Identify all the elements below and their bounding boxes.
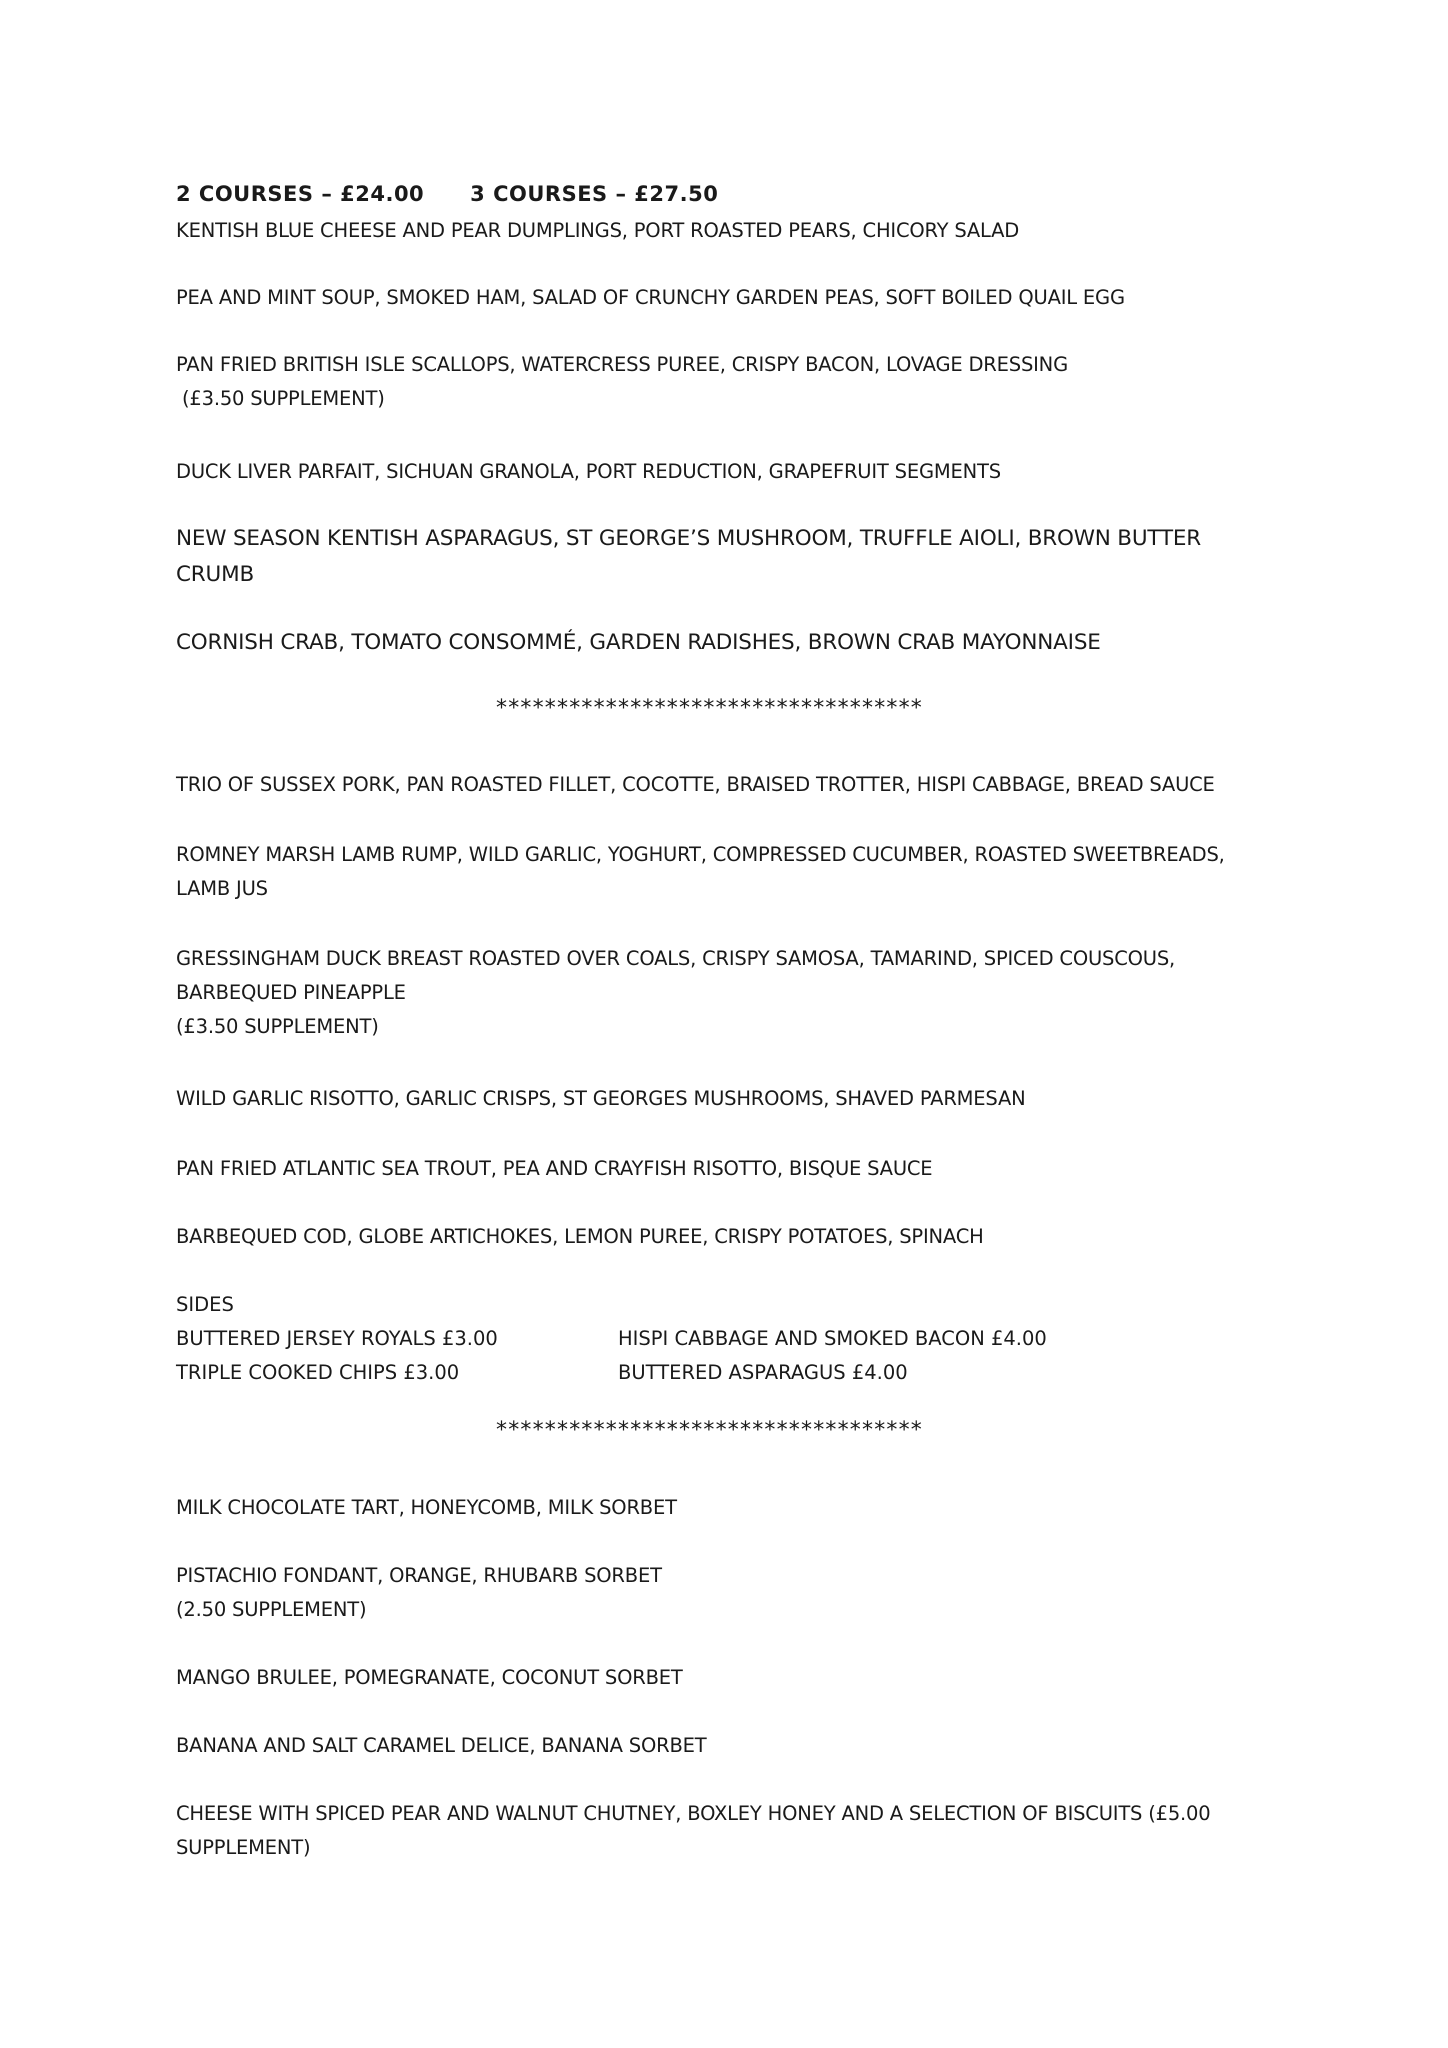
dessert-item: PISTACHIO FONDANT, ORANGE, RHUBARB SORBET (2.50 SUPPLEMENT) xyxy=(176,1559,1286,1627)
menu-price-header xyxy=(176,182,718,206)
side-item: BUTTERED JERSEY ROYALS £3.00 xyxy=(176,1327,498,1350)
main-item: ROMNEY MARSH LAMB RUMP, WILD GARLIC, YOGHURT, COMPRESSED CUCUMBER, ROASTED SWEETBREADS, LAMB JUS xyxy=(176,843,1225,900)
starter-item: CORNISH CRAB, TOMATO CONSOMMÉ, GARDEN RADISHES, BROWN CRAB MAYONNAISE xyxy=(176,630,1101,655)
main-item: PAN FRIED ATLANTIC SEA TROUT, PEA AND CRAYFISH RISOTTO, BISQUE SAUCE xyxy=(176,1157,933,1180)
dessert-item: MILK CHOCOLATE TART, HONEYCOMB, MILK SORBET xyxy=(176,1496,677,1519)
main-item: TRIO OF SUSSEX PORK, PAN ROASTED FILLET, COCOTTE, BRAISED TROTTER, HISPI CABBAGE, BREAD SAUCE xyxy=(176,773,1215,796)
starter-item: KENTISH BLUE CHEESE AND PEAR DUMPLINGS, PORT ROASTED PEARS, CHICORY SALAD xyxy=(176,219,1020,242)
supplement-note: (£3.50 SUPPLEMENT) xyxy=(176,1015,379,1038)
course-separator: *********************************** xyxy=(496,696,923,721)
main-item: WILD GARLIC RISOTTO, GARLIC CRISPS, ST GEORGES MUSHROOMS, SHAVED PARMESAN xyxy=(176,1087,1026,1110)
menu-page xyxy=(176,0,1286,2048)
three-courses-price: 3 COURSES – £27.50 xyxy=(470,182,719,206)
sides-right-column xyxy=(618,1322,1047,1390)
dessert-item: CHEESE WITH SPICED PEAR AND WALNUT CHUTNEY, BOXLEY HONEY AND A SELECTION OF BISCUITS (£5.00 SUPPLEMENT) xyxy=(176,1802,1211,1859)
side-item: TRIPLE COOKED CHIPS £3.00 xyxy=(176,1361,460,1384)
dessert-item: MANGO BRULEE, POMEGRANATE, COCONUT SORBET xyxy=(176,1666,683,1689)
supplement-note: (£3.50 SUPPLEMENT) xyxy=(176,387,385,410)
starter-item: PEA AND MINT SOUP, SMOKED HAM, SALAD OF CRUNCHY GARDEN PEAS, SOFT BOILED QUAIL EGG xyxy=(176,286,1125,309)
starter-item: DUCK LIVER PARFAIT, SICHUAN GRANOLA, PORT REDUCTION, GRAPEFRUIT SEGMENTS xyxy=(176,460,1001,483)
dessert-item: BANANA AND SALT CARAMEL DELICE, BANANA SORBET xyxy=(176,1734,707,1757)
starter-item: PAN FRIED BRITISH ISLE SCALLOPS, WATERCRESS PUREE, CRISPY BACON, LOVAGE DRESSING (£3.50 SUPPLEMENT) xyxy=(176,348,1286,416)
main-item: GRESSINGHAM DUCK BREAST ROASTED OVER COALS, CRISPY SAMOSA, TAMARIND, SPICED COUSCOUS, BARBEQUED PINEAPPLE (£3.50 SUPPLEMENT) xyxy=(176,942,1286,1044)
side-item: BUTTERED ASPARAGUS £4.00 xyxy=(618,1361,908,1384)
course-separator: *********************************** xyxy=(496,1418,923,1443)
sides-left-column xyxy=(176,1322,498,1390)
supplement-note: (2.50 SUPPLEMENT) xyxy=(176,1598,367,1621)
sides-title: SIDES xyxy=(176,1293,234,1316)
two-courses-price: 2 COURSES – £24.00 xyxy=(176,182,425,206)
main-item: BARBEQUED COD, GLOBE ARTICHOKES, LEMON PUREE, CRISPY POTATOES, SPINACH xyxy=(176,1225,984,1248)
starter-item: NEW SEASON KENTISH ASPARAGUS, ST GEORGE’S MUSHROOM, TRUFFLE AIOLI, BROWN BUTTER CRUMB xyxy=(176,526,1202,587)
side-item: HISPI CABBAGE AND SMOKED BACON £4.00 xyxy=(618,1327,1047,1350)
